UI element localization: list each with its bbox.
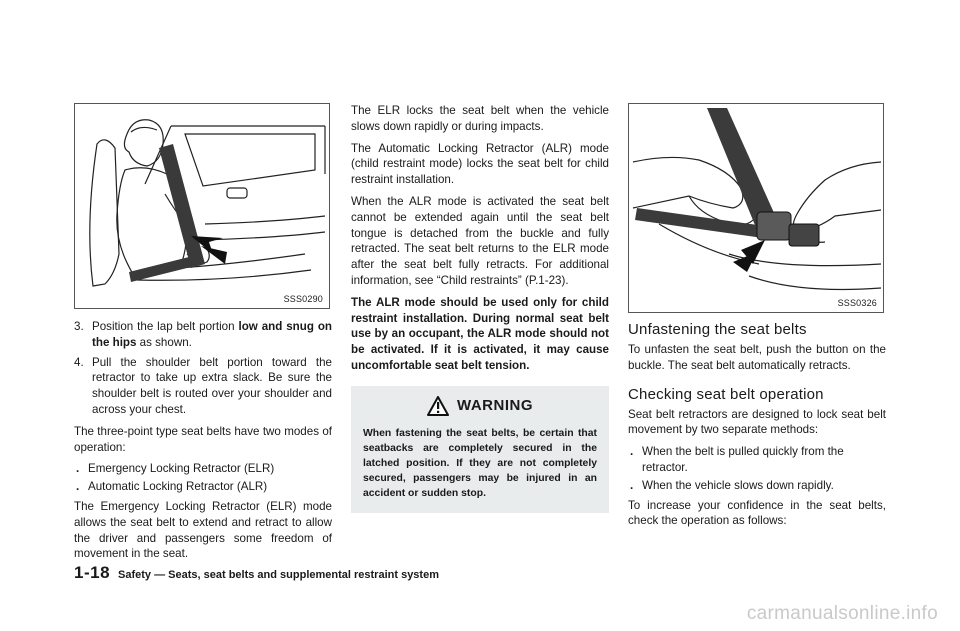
paragraph: The Automatic Locking Retractor (ALR) mode (child restraint mode) locks the seat belt for child restraint installation. bbox=[351, 141, 609, 187]
paragraph: To unfasten the seat belt, push the button on the buckle. The seat belt automatically retracts. bbox=[628, 343, 886, 372]
illustration-buckle bbox=[629, 104, 883, 312]
page-footer bbox=[74, 563, 439, 583]
column-left bbox=[74, 103, 332, 568]
paragraph: The Emergency Locking Retractor (ELR) mode allows the seat belt to extend and retract to allow the driver and passengers some freedom of movement in the seat. bbox=[74, 499, 332, 561]
paragraph: The ELR locks the seat belt when the vehicle slows down rapidly or during impacts. bbox=[351, 104, 609, 133]
bullet-list bbox=[74, 461, 332, 495]
page-number: 1-18 bbox=[74, 563, 111, 582]
bullet-item: . When the vehicle slows down rapidly. bbox=[630, 478, 834, 492]
bullet-item: . When the belt is pulled quickly from the retractor. bbox=[630, 445, 844, 474]
paragraph: To increase your confidence in the seat belts, check the operation as follows: bbox=[628, 498, 886, 528]
bullet-item: . Automatic Locking Retractor (ALR) bbox=[76, 480, 268, 494]
figure-buckle bbox=[628, 103, 884, 313]
paragraph: Seat belt retractors are designed to lock seat belt movement by two separate methods: bbox=[628, 407, 886, 437]
section-heading: Unfastening the seat belts bbox=[628, 321, 807, 338]
illustration-lap-belt bbox=[75, 104, 329, 308]
step-list bbox=[74, 319, 332, 418]
paragraph: When the ALR mode is activated the seat belt cannot be extended again until the seat belt tongue is detached from the buckle and fully retracted. The seat belt returns to the ELR mode after the seat belt fully retracts. For additional information, see “Child restraints” (P.1-23). bbox=[351, 194, 609, 287]
column-right bbox=[628, 103, 886, 535]
figure-caption: SSS0290 bbox=[283, 294, 323, 304]
warning-text: When fastening the seat belts, be certain that seatbacks are completely secured in the latched position. If they are not completely secured, passengers may be injured in an accident or sudden stop. bbox=[363, 427, 597, 499]
warning-box bbox=[351, 386, 609, 513]
watermark: carmanualsonline.info bbox=[746, 603, 938, 624]
bullet-list bbox=[628, 444, 886, 493]
warning-triangle-icon bbox=[427, 396, 449, 416]
step-item: 3. Position the lap belt portion low and snug on the hips as shown. bbox=[74, 320, 332, 349]
column-middle bbox=[351, 103, 609, 513]
figure-caption: SSS0326 bbox=[837, 298, 877, 308]
warning-title: WARNING bbox=[457, 397, 533, 415]
section-heading: Checking seat belt operation bbox=[628, 385, 824, 403]
warning-header bbox=[363, 396, 597, 416]
figure-lap-belt bbox=[74, 103, 330, 309]
section-title: Safety — Seats, seat belts and supplemental restraint system bbox=[118, 569, 439, 581]
paragraph: The three-point type seat belts have two modes of operation: bbox=[74, 424, 332, 454]
bullet-item: . Emergency Locking Retractor (ELR) bbox=[76, 462, 275, 476]
step-item: 4. Pull the shoulder belt portion toward the retractor to take up extra slack. Be sure the shoulder belt is routed over your shoulder and across your chest. bbox=[74, 355, 332, 416]
paragraph-bold: The ALR mode should be used only for child restraint installation. During normal seat belt use by an occupant, the ALR mode should not be activated. If it is activated, it may cause uncomfortable seat belt tension. bbox=[351, 295, 609, 372]
